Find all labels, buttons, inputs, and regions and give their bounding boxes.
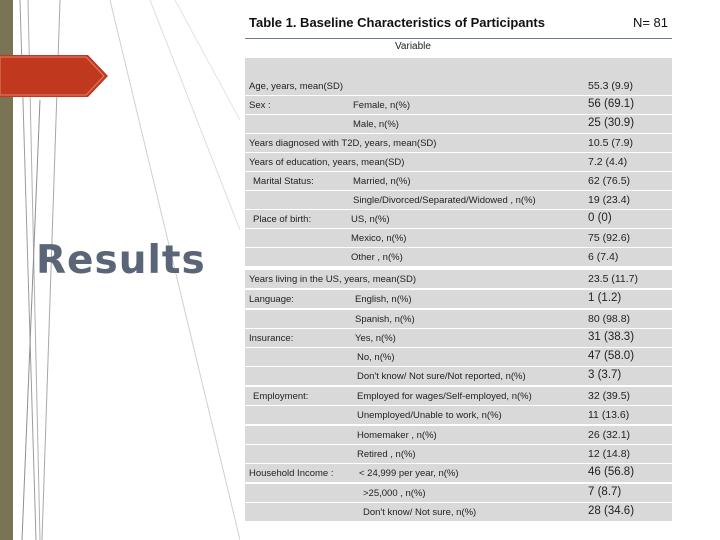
table-row [245,445,672,464]
row-sublabel: Other , n(%) [351,252,403,263]
row-sublabel: Unemployed/Unable to work, n(%) [357,410,502,421]
row-sublabel: Married, n(%) [353,176,411,187]
row-value: 47 (58.0) [588,350,635,362]
table-row [245,367,672,386]
table-row [245,172,672,191]
table-row [245,310,672,329]
row-sublabel: US, n(%) [351,214,390,225]
blank-row [245,58,672,78]
table-row [245,484,672,503]
row-label: Years living in the US, years, mean(SD) [249,274,417,285]
row-sublabel: Spanish, n(%) [355,314,415,325]
table-row [245,134,672,153]
baseline-table [245,0,672,524]
row-value: 7.2 (4.4) [588,156,628,168]
sample-size: N= 81 [632,15,668,30]
row-value: 46 (56.8) [588,466,635,478]
row-label: Years of education, years, mean(SD) [249,157,405,168]
row-value: 25 (30.9) [588,117,635,129]
table-row [245,191,672,210]
table-row [245,426,672,445]
row-sublabel: Single/Divorced/Separated/Widowed , n(%) [353,195,536,206]
row-value: 62 (76.5) [588,175,631,187]
table-row [245,248,672,267]
row-label: Years diagnosed with T2D, years, mean(SD) [249,138,437,149]
row-value: 7 (8.7) [588,486,622,498]
table-row [245,77,672,96]
table-row [245,229,672,248]
variable-header: Variable [395,41,431,52]
table-row [245,290,672,309]
row-value: 1 (1.2) [588,292,622,304]
row-value: 3 (3.7) [588,369,622,381]
table-row [245,503,672,522]
row-label: Insurance: [249,333,294,344]
row-sublabel: No, n(%) [357,352,395,363]
table-row [245,270,672,289]
row-label: Marital Status: [253,176,314,187]
row-label: Sex : [249,100,271,111]
row-sublabel: Female, n(%) [353,100,411,111]
row-value: 11 (13.6) [588,409,630,421]
row-label: Age, years, mean(SD) [249,81,343,92]
row-sublabel: Mexico, n(%) [351,233,407,244]
row-sublabel: Don't know/ Not sure/Not reported, n(%) [357,371,526,382]
row-value: 19 (23.4) [588,194,631,206]
table-row [245,153,672,172]
table-row [245,210,672,229]
row-value: 10.5 (7.9) [588,137,633,149]
row-sublabel: English, n(%) [355,294,412,305]
table-row [245,329,672,348]
variable-header-row [245,39,672,57]
row-sublabel: Male, n(%) [353,119,399,130]
row-value: 26 (32.1) [588,429,631,441]
row-label: Place of birth: [253,214,312,225]
table-title: Table 1. Baseline Characteristics of Participants [249,15,545,30]
row-sublabel: Retired , n(%) [357,449,416,460]
row-value: 23.5 (11.7) [588,273,639,285]
table-row [245,115,672,134]
row-value: 55.3 (9.9) [588,80,633,92]
table-row [245,406,672,425]
row-sublabel: Homemaker , n(%) [357,430,437,441]
table-header [245,0,672,40]
row-value: 56 (69.1) [588,98,635,110]
row-value: 28 (34.6) [588,505,635,517]
row-value: 32 (39.5) [588,390,631,402]
row-sublabel: < 24,999 per year, n(%) [359,468,459,479]
row-label: Employment: [253,391,309,402]
row-sublabel: Yes, n(%) [355,333,396,344]
table-row [245,464,672,483]
row-value: 31 (38.3) [588,331,635,343]
row-value: 0 (0) [588,212,612,224]
red-banner [0,55,108,97]
row-value: 80 (98.8) [588,313,631,325]
table-row [245,348,672,367]
row-sublabel: Don't know/ Not sure, n(%) [363,507,477,518]
row-sublabel: Employed for wages/Self-employed, n(%) [357,391,532,402]
row-sublabel: >25,000 , n(%) [363,488,426,499]
row-value: 12 (14.8) [588,448,631,460]
row-label: Language: [249,294,294,305]
row-label: Household Income : [249,468,334,479]
row-value: 6 (7.4) [588,251,619,263]
table-row [245,387,672,406]
table-row [245,96,672,115]
row-value: 75 (92.6) [588,232,631,244]
section-title: Results [36,238,206,283]
